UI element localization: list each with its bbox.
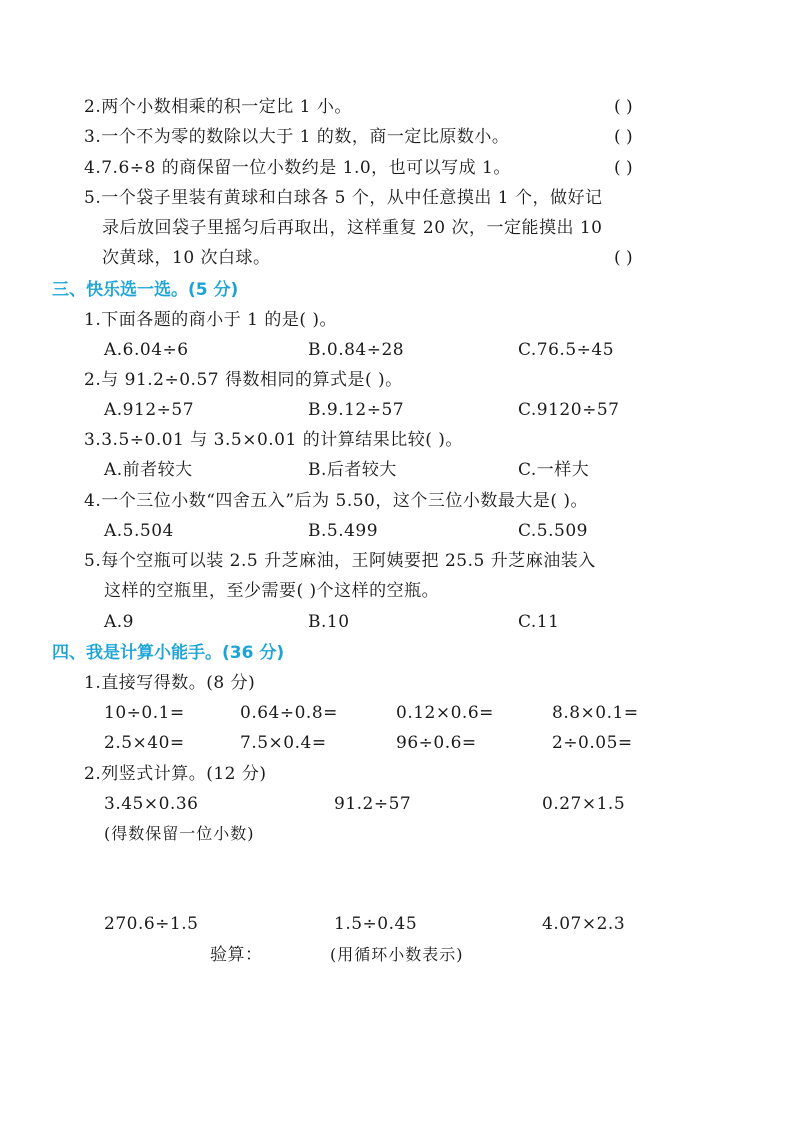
direct-calc-problem[interactable]: 96÷0.6=: [396, 733, 477, 753]
choice-c[interactable]: C.11: [518, 612, 560, 632]
direct-calc-title: 1.直接写得数。(8 分): [84, 673, 256, 693]
choice-a[interactable]: A.912÷57: [104, 400, 195, 420]
judge-item-4: 4.7.6÷8 的商保留一位小数约是 1.0，也可以写成 1。: [84, 158, 511, 178]
choice-b[interactable]: B.5.499: [308, 521, 379, 541]
section-4-title: 四、我是计算小能手。(36 分): [52, 643, 285, 663]
choice-b[interactable]: B.后者较大: [308, 460, 397, 480]
vertical-calc-problem[interactable]: 3.45×0.36: [104, 794, 199, 814]
choice-a[interactable]: A.5.504: [104, 521, 174, 541]
answer-paren[interactable]: ( ): [614, 248, 633, 268]
choice-c[interactable]: C.一样大: [518, 460, 590, 480]
answer-paren[interactable]: ( ): [614, 127, 633, 147]
direct-calc-problem[interactable]: 8.8×0.1=: [552, 703, 639, 723]
choice-a[interactable]: A.9: [104, 612, 134, 632]
direct-calc-problem[interactable]: 0.64÷0.8=: [240, 703, 338, 723]
vertical-calc-title: 2.列竖式计算。(12 分): [84, 764, 267, 784]
judge-item-5-line1: 5.一个袋子里装有黄球和白球各 5 个，从中任意摸出 1 个，做好记: [84, 188, 603, 208]
vertical-calc-problem[interactable]: 91.2÷57: [334, 794, 412, 814]
rounding-note: (得数保留一位小数): [104, 824, 255, 843]
vertical-calc-problem[interactable]: 0.27×1.5: [542, 794, 626, 814]
direct-calc-problem[interactable]: 2.5×40=: [104, 733, 185, 753]
choice-question-1: 1.下面各题的商小于 1 的是( )。: [84, 310, 338, 330]
choice-b[interactable]: B.9.12÷57: [308, 400, 405, 420]
answer-paren[interactable]: ( ): [614, 158, 633, 178]
direct-calc-problem[interactable]: 0.12×0.6=: [396, 703, 494, 723]
judge-item-2: 2.两个小数相乘的积一定比 1 小。: [84, 97, 352, 117]
judge-item-5-line3: 次黄球，10 次白球。: [102, 248, 271, 268]
choice-a[interactable]: A.前者较大: [104, 460, 193, 480]
vertical-calc-problem[interactable]: 4.07×2.3: [542, 914, 626, 934]
choice-b[interactable]: B.0.84÷28: [308, 340, 405, 360]
vertical-calc-problem[interactable]: 1.5÷0.45: [334, 914, 418, 934]
judge-item-5-line2: 录后放回袋子里摇匀后再取出，这样重复 20 次，一定能摸出 10: [102, 218, 603, 238]
judge-item-3: 3.一个不为零的数除以大于 1 的数，商一定比原数小。: [84, 127, 510, 147]
repeating-decimal-note: (用循环小数表示): [330, 945, 464, 964]
choice-c[interactable]: C.5.509: [518, 521, 588, 541]
check-label: 验算：: [210, 945, 263, 965]
choice-question-3: 3.3.5÷0.01 与 3.5×0.01 的计算结果比较( )。: [84, 430, 463, 450]
vertical-calc-problem[interactable]: 270.6÷1.5: [104, 914, 199, 934]
direct-calc-problem[interactable]: 7.5×0.4=: [240, 733, 327, 753]
choice-question-5-line2: 这样的空瓶里，至少需要( )个这样的空瓶。: [104, 581, 440, 601]
section-3-title: 三、快乐选一选。(5 分): [52, 280, 239, 300]
direct-calc-problem[interactable]: 10÷0.1=: [104, 703, 185, 723]
choice-question-2: 2.与 91.2÷0.57 得数相同的算式是( )。: [84, 370, 403, 390]
choice-c[interactable]: C.76.5÷45: [518, 340, 615, 360]
choice-c[interactable]: C.9120÷57: [518, 400, 620, 420]
choice-question-4: 4.一个三位小数“四舍五入”后为 5.50，这个三位小数最大是( )。: [84, 491, 589, 511]
choice-a[interactable]: A.6.04÷6: [104, 340, 189, 360]
choice-b[interactable]: B.10: [308, 612, 350, 632]
choice-question-5-line1: 5.每个空瓶可以装 2.5 升芝麻油，王阿姨要把 25.5 升芝麻油装入: [84, 551, 596, 571]
direct-calc-problem[interactable]: 2÷0.05=: [552, 733, 633, 753]
answer-paren[interactable]: ( ): [614, 97, 633, 117]
